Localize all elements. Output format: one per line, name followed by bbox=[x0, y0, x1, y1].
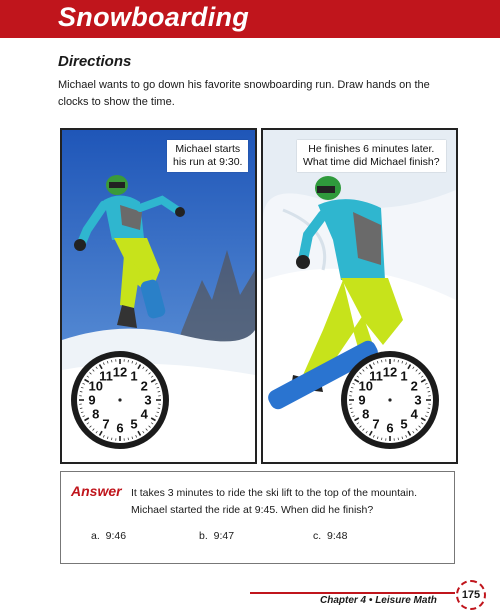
caption-finish-line2: What time did Michael finish? bbox=[303, 156, 440, 168]
choice-c[interactable] bbox=[313, 530, 347, 542]
choice-c-letter: c. bbox=[313, 530, 322, 542]
footer-chapter-label: Chapter 4 bbox=[320, 595, 367, 606]
page-number: 175 bbox=[461, 589, 481, 601]
directions-text: Michael wants to go down his favorite snowboarding run. Draw hands on the clocks to show the time. bbox=[58, 79, 430, 108]
clock-numeral: 12 bbox=[382, 364, 398, 380]
choice-c-value: 9:48 bbox=[327, 530, 348, 542]
choice-b-letter: b. bbox=[199, 530, 208, 542]
clock-center-dot bbox=[118, 398, 121, 401]
photo-panel-start bbox=[60, 128, 257, 464]
choice-a-letter: a. bbox=[91, 530, 100, 542]
clock-numeral: 9 bbox=[358, 392, 366, 408]
clock-numeral: 1 bbox=[400, 368, 408, 384]
clock-numeral: 6 bbox=[116, 420, 124, 436]
clock-numeral: 11 bbox=[369, 368, 383, 384]
choice-b[interactable] bbox=[199, 530, 234, 542]
clock-numeral: 10 bbox=[88, 378, 103, 394]
footer-chapter bbox=[320, 595, 437, 606]
clock-numeral: 4 bbox=[140, 406, 148, 422]
clock-numeral: 1 bbox=[130, 368, 138, 384]
caption-start-line1: Michael starts bbox=[175, 143, 241, 155]
clock-numeral: 9 bbox=[88, 392, 96, 408]
footer-bullet: • bbox=[368, 595, 373, 606]
choice-b-value: 9:47 bbox=[213, 530, 235, 542]
clock-numeral: 3 bbox=[414, 392, 422, 408]
caption-start bbox=[167, 140, 248, 172]
clock-numeral: 2 bbox=[140, 378, 148, 394]
clock-numeral: 11 bbox=[99, 368, 113, 384]
directions-heading: Directions bbox=[58, 53, 132, 70]
clock-numeral: 8 bbox=[92, 406, 100, 422]
clock-face-finish[interactable] bbox=[339, 349, 441, 451]
title-banner bbox=[0, 0, 500, 38]
clock-numeral: 3 bbox=[144, 392, 152, 408]
answer-question-line2: Michael started the ride at 9:45. When did he finish? bbox=[131, 504, 374, 516]
clock-numeral: 4 bbox=[410, 406, 418, 422]
answer-question-line1: It takes 3 minutes to ride the ski lift to the top of the mountain. bbox=[131, 487, 417, 499]
clock-numeral: 6 bbox=[386, 420, 394, 436]
clock-numeral: 10 bbox=[358, 378, 373, 394]
clock-numeral: 5 bbox=[130, 416, 138, 432]
clock-numeral: 7 bbox=[102, 416, 110, 432]
page-number-badge bbox=[456, 580, 486, 610]
clock-center-dot bbox=[388, 398, 391, 401]
clock-numeral: 7 bbox=[372, 416, 380, 432]
choice-a-value: 9:46 bbox=[105, 530, 127, 542]
clock-numeral: 8 bbox=[362, 406, 370, 422]
caption-finish-line1: He finishes 6 minutes later. bbox=[308, 143, 435, 155]
clock-face-start[interactable] bbox=[69, 349, 171, 451]
clock-numeral: 2 bbox=[410, 378, 418, 394]
footer-section-label: Leisure Math bbox=[375, 595, 437, 606]
page-title: Snowboarding bbox=[58, 2, 250, 32]
answer-label: Answer bbox=[71, 483, 122, 499]
footer-rule bbox=[250, 592, 455, 594]
caption-finish bbox=[297, 140, 446, 172]
clock-numeral: 12 bbox=[112, 364, 128, 380]
answer-question bbox=[131, 485, 451, 519]
clock-numeral: 5 bbox=[400, 416, 408, 432]
photo-panel-finish bbox=[261, 128, 458, 464]
caption-start-line2: his run at 9:30. bbox=[173, 156, 243, 168]
choice-a[interactable] bbox=[91, 530, 126, 542]
answer-box bbox=[60, 471, 455, 564]
